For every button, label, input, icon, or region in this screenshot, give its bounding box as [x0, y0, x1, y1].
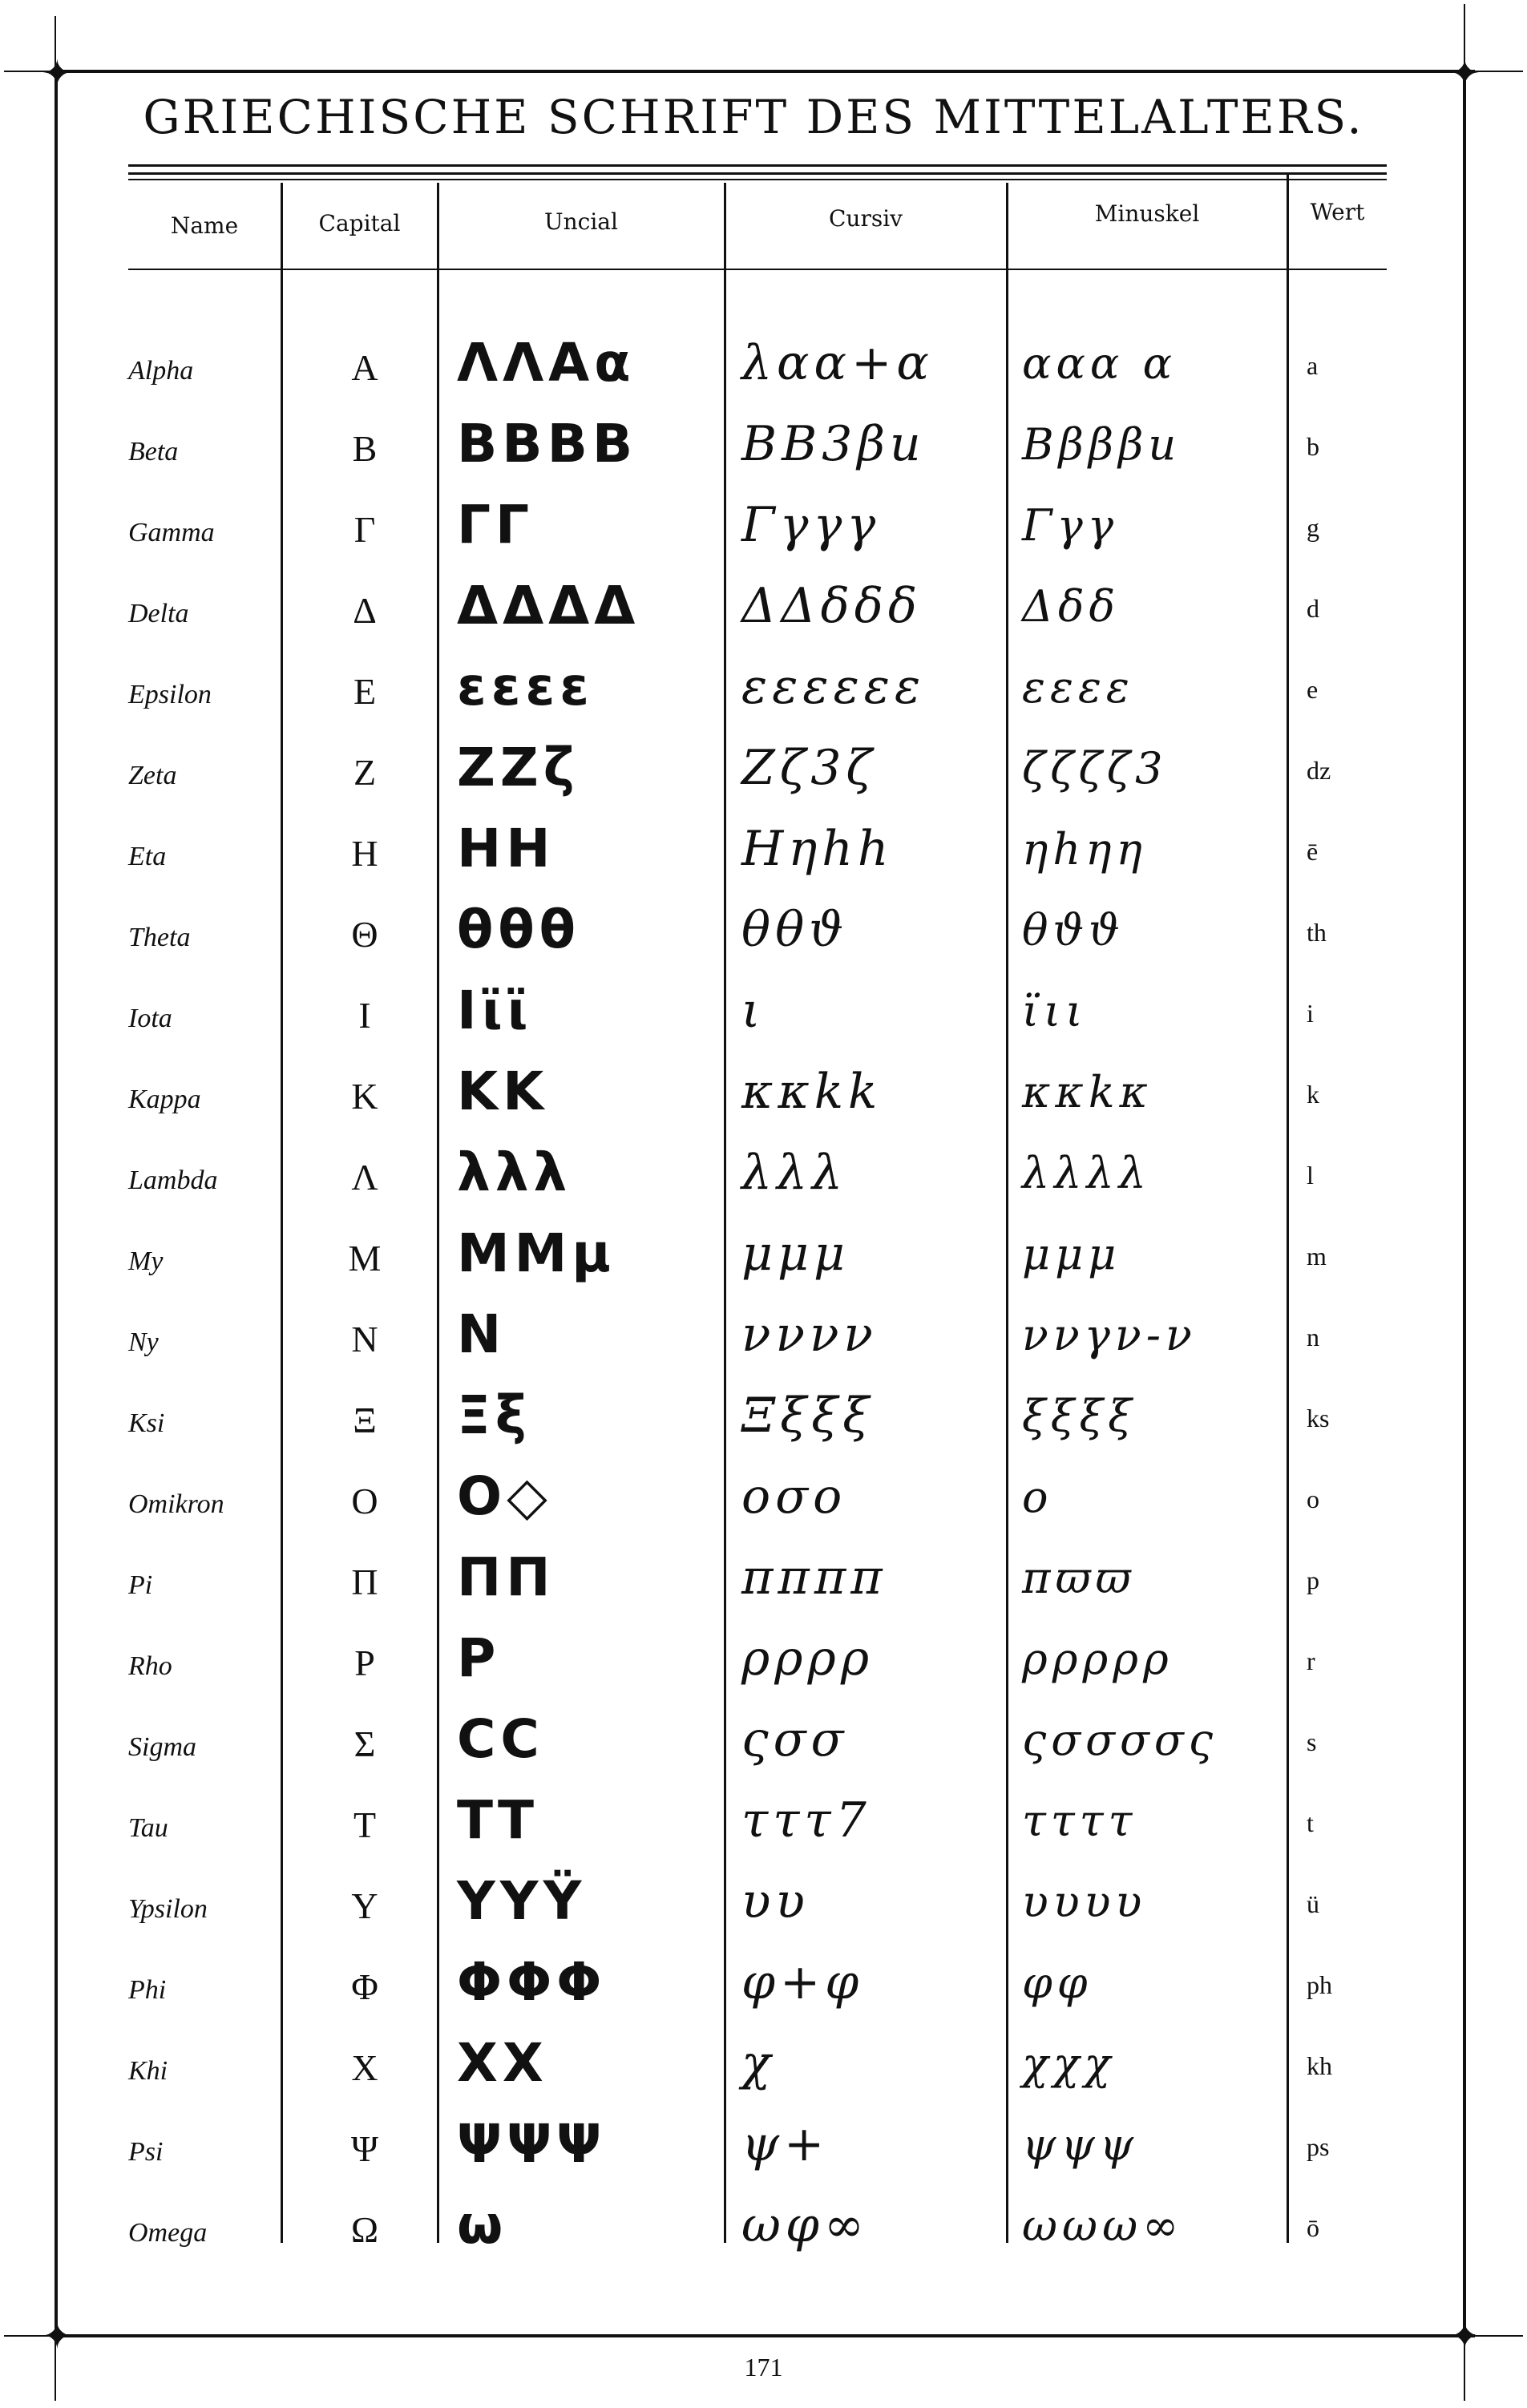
row-uncial: λλλ	[457, 1141, 572, 1203]
row-cursiv: ππππ	[741, 1549, 887, 1606]
row-capital: Ξ	[353, 1400, 377, 1440]
row-cursiv: φ+φ	[741, 1954, 864, 2010]
row-minuskel: ςσσσσς	[1022, 1715, 1218, 1765]
row-cursiv: Ηηhh	[741, 821, 894, 877]
row-wert: ō	[1307, 2213, 1319, 2242]
row-wert: k	[1307, 1080, 1319, 1109]
header-rule-top-1	[128, 164, 1387, 167]
row-wert: th	[1307, 918, 1327, 947]
row-cursiv: ψ+	[741, 2116, 830, 2172]
row-cursiv: ΒΒ3βu	[741, 416, 926, 472]
row-wert: ps	[1307, 2132, 1330, 2161]
row-capital: Γ	[353, 509, 376, 550]
row-wert: ü	[1307, 1889, 1319, 1918]
row-cursiv: λαα+α	[741, 335, 934, 391]
row-name: Gamma	[128, 518, 215, 547]
row-capital: Τ	[353, 1804, 377, 1845]
row-name: Psi	[128, 2137, 164, 2167]
table-row	[0, 1705, 1527, 1785]
row-cursiv: Ξξξξ	[741, 1388, 875, 1444]
row-capital: Μ	[348, 1238, 382, 1279]
header-rule-top-3	[128, 179, 1387, 180]
row-name: Ypsilon	[128, 1894, 208, 1924]
row-uncial: ΥΥΫ	[457, 1870, 587, 1932]
header-name: Name	[170, 212, 239, 239]
row-wert: kh	[1307, 2051, 1332, 2080]
row-cursiv: τττ7	[741, 1792, 871, 1848]
table-row	[0, 2110, 1527, 2190]
row-capital: Λ	[351, 1157, 378, 1198]
row-minuskel: Δδδ	[1022, 581, 1121, 632]
table-row	[0, 1219, 1527, 1299]
row-uncial: ΠΠ	[457, 1546, 555, 1608]
table-row	[0, 1138, 1527, 1218]
row-capital: Α	[351, 347, 378, 388]
row-capital: Υ	[351, 1885, 378, 1926]
row-capital: Κ	[351, 1076, 378, 1117]
row-minuskel: ϊιι	[1022, 986, 1088, 1036]
row-wert: a	[1307, 351, 1319, 380]
table-row	[0, 895, 1527, 976]
row-uncial: ΔΔΔΔ	[457, 575, 640, 636]
table-row	[0, 2191, 1527, 2271]
row-uncial: ΚΚ	[457, 1061, 549, 1122]
row-uncial: Ο◇	[457, 1465, 552, 1527]
row-capital: Θ	[351, 914, 378, 955]
row-wert: b	[1307, 432, 1319, 461]
header-capital: Capital	[318, 210, 401, 236]
row-wert: g	[1307, 513, 1319, 542]
row-capital: Η	[351, 833, 378, 874]
row-wert: ph	[1307, 1970, 1332, 1999]
row-name: Omega	[128, 2218, 208, 2248]
row-cursiv: ςσσ	[741, 1711, 849, 1768]
row-name: Ny	[128, 1327, 159, 1357]
row-name: My	[128, 1246, 164, 1276]
row-minuskel: λλλλ	[1022, 1148, 1151, 1198]
table-row	[0, 1786, 1527, 1866]
header-rule-bottom	[128, 269, 1387, 270]
corner-ornament-bottom-left: ✦	[42, 2314, 73, 2357]
row-wert: r	[1307, 1646, 1315, 1675]
row-minuskel: Ββββu	[1022, 419, 1182, 470]
row-minuskel: κκkκ	[1022, 1067, 1153, 1117]
row-cursiv: εεεεεε	[741, 659, 926, 715]
corner-ornament-top-right: ✦	[1449, 51, 1481, 95]
row-wert: dz	[1307, 756, 1331, 785]
row-name: Sigma	[128, 1732, 196, 1762]
frame-top	[56, 70, 1475, 73]
row-name: Lambda	[128, 1166, 218, 1195]
header-wert: Wert	[1310, 199, 1365, 225]
corner-ornament-bottom-right: ✦	[1449, 2314, 1481, 2357]
row-uncial: Ρ	[457, 1627, 501, 1689]
row-uncial: Ν	[457, 1303, 507, 1365]
row-uncial: Ιϊϊ	[457, 980, 532, 1041]
row-name: Zeta	[128, 761, 177, 790]
row-capital: Φ	[351, 1966, 378, 2007]
row-capital: Ρ	[354, 1642, 375, 1683]
row-uncial: ΦΦΦ	[457, 1951, 607, 2013]
row-capital: Ο	[351, 1481, 378, 1521]
row-uncial: θθθ	[457, 899, 581, 960]
table-row	[0, 410, 1527, 490]
row-wert: i	[1307, 999, 1314, 1028]
row-uncial: ω	[457, 2194, 508, 2256]
row-cursiv: οσο	[741, 1469, 847, 1525]
row-minuskel: Γγγ	[1022, 500, 1119, 551]
row-uncial: ΗΗ	[457, 818, 555, 879]
row-name: Omikron	[128, 1489, 224, 1519]
row-minuskel: ρρρρρ	[1022, 1634, 1174, 1684]
table-row	[0, 1867, 1527, 1947]
row-capital: Π	[351, 1562, 378, 1602]
row-minuskel: θϑϑ	[1022, 905, 1125, 956]
table-row	[0, 1300, 1527, 1380]
row-cursiv: ωφ∞	[741, 2197, 869, 2253]
row-name: Theta	[128, 923, 191, 952]
row-capital: Β	[352, 428, 378, 469]
row-uncial: εεεε	[457, 656, 594, 717]
row-minuskel: ψψψ	[1022, 2119, 1139, 2170]
row-cursiv: ι	[741, 983, 766, 1039]
row-minuskel: ττττ	[1022, 1796, 1137, 1846]
row-minuskel: πϖϖ	[1022, 1553, 1136, 1603]
row-name: Delta	[128, 599, 189, 628]
row-name: Pi	[128, 1570, 153, 1600]
row-cursiv: λλλ	[741, 1145, 848, 1201]
row-wert: e	[1307, 675, 1319, 704]
row-minuskel: ηhηη	[1022, 824, 1147, 875]
row-capital: Δ	[353, 590, 377, 631]
row-cursiv: ρρρρ	[741, 1630, 875, 1687]
row-capital: Ψ	[351, 2128, 378, 2169]
row-minuskel: ο	[1022, 1472, 1053, 1522]
row-minuskel: ωωω∞	[1022, 2200, 1184, 2251]
row-uncial: CC	[457, 1708, 544, 1770]
table-row	[0, 653, 1527, 733]
table-row	[0, 1462, 1527, 1542]
row-capital: Σ	[353, 1723, 376, 1764]
row-minuskel: ααα α	[1022, 338, 1178, 389]
row-minuskel: ζζζζ3	[1022, 743, 1168, 794]
page-title: GRIECHISCHE SCHRIFT DES MITTELALTERS.	[143, 90, 1364, 144]
row-capital: Ω	[350, 2209, 379, 2250]
row-name: Beta	[128, 437, 179, 467]
table-row	[0, 329, 1527, 409]
row-minuskel: υυυυ	[1022, 1877, 1147, 1927]
row-name: Khi	[128, 2056, 168, 2086]
header-uncial: Uncial	[544, 208, 618, 235]
row-name: Iota	[128, 1004, 172, 1033]
row-name: Alpha	[128, 356, 194, 386]
row-wert: p	[1307, 1566, 1319, 1594]
header-minuskel: Minuskel	[1094, 200, 1200, 227]
row-wert: l	[1307, 1161, 1314, 1190]
row-uncial: ΨΨΨ	[457, 2113, 607, 2175]
row-wert: n	[1307, 1323, 1319, 1351]
row-uncial: ΓΓ	[457, 494, 535, 556]
row-capital: Χ	[351, 2047, 378, 2088]
row-cursiv: νννν	[741, 1307, 878, 1363]
row-name: Tau	[128, 1813, 168, 1843]
table-row	[0, 733, 1527, 814]
row-minuskel: χχχ	[1022, 2038, 1116, 2089]
row-cursiv: υυ	[741, 1873, 810, 1929]
row-name: Ksi	[128, 1408, 165, 1438]
header-rule-top-2	[128, 172, 1387, 175]
row-name: Epsilon	[128, 680, 212, 709]
row-cursiv: Ζζ3ζ	[741, 740, 877, 796]
row-cursiv: ΔΔδδδ	[741, 578, 923, 634]
table-row	[0, 1057, 1527, 1137]
row-minuskel: μμμ	[1022, 1229, 1121, 1279]
page-number: 171	[744, 2353, 783, 2382]
row-uncial: ΤΤ	[457, 1789, 539, 1851]
row-wert: s	[1307, 1727, 1317, 1756]
row-uncial: ΒΒΒΒ	[457, 413, 638, 475]
row-minuskel: ννγν-ν	[1022, 1310, 1197, 1360]
row-minuskel: ξξξξ	[1022, 1391, 1137, 1441]
table-row	[0, 2029, 1527, 2109]
row-cursiv: Γγγγ	[741, 497, 881, 553]
row-cursiv: μμμ	[741, 1226, 850, 1282]
table-row	[0, 976, 1527, 1057]
row-name: Rho	[128, 1651, 172, 1681]
row-wert: ks	[1307, 1404, 1330, 1432]
row-wert: o	[1307, 1485, 1319, 1513]
row-uncial: ΖΖζ	[457, 737, 580, 798]
row-uncial: ΛΛΑα	[457, 332, 636, 394]
row-capital: Ε	[353, 671, 377, 712]
row-cursiv: χ	[741, 2035, 776, 2091]
table-row	[0, 1624, 1527, 1704]
row-uncial: ΧΧ	[457, 2032, 548, 2094]
row-wert: m	[1307, 1242, 1327, 1271]
corner-ornament-top-left: ✦	[42, 51, 73, 95]
table-row	[0, 572, 1527, 652]
row-cursiv: κκkk	[741, 1064, 883, 1120]
row-wert: ē	[1307, 837, 1319, 866]
row-capital: Ι	[358, 995, 371, 1036]
row-wert: t	[1307, 1808, 1314, 1837]
header-cursiv: Cursiv	[829, 205, 903, 232]
row-name: Phi	[128, 1975, 167, 2005]
frame-bottom	[56, 2334, 1475, 2337]
row-minuskel: φφ	[1022, 1958, 1093, 2008]
row-minuskel: εεεε	[1022, 662, 1134, 713]
table-row	[0, 1543, 1527, 1623]
row-cursiv: θθϑ	[741, 902, 849, 958]
table-row	[0, 1381, 1527, 1461]
row-name: Kappa	[128, 1085, 201, 1114]
row-wert: d	[1307, 594, 1319, 623]
table-row	[0, 1948, 1527, 2028]
row-capital: Ζ	[353, 752, 377, 793]
row-uncial: Ξξ	[457, 1384, 531, 1446]
row-capital: Ν	[351, 1319, 378, 1360]
row-name: Eta	[128, 842, 167, 871]
row-uncial: ΜΜμ	[457, 1222, 616, 1284]
table-row	[0, 814, 1527, 895]
table-row	[0, 491, 1527, 571]
